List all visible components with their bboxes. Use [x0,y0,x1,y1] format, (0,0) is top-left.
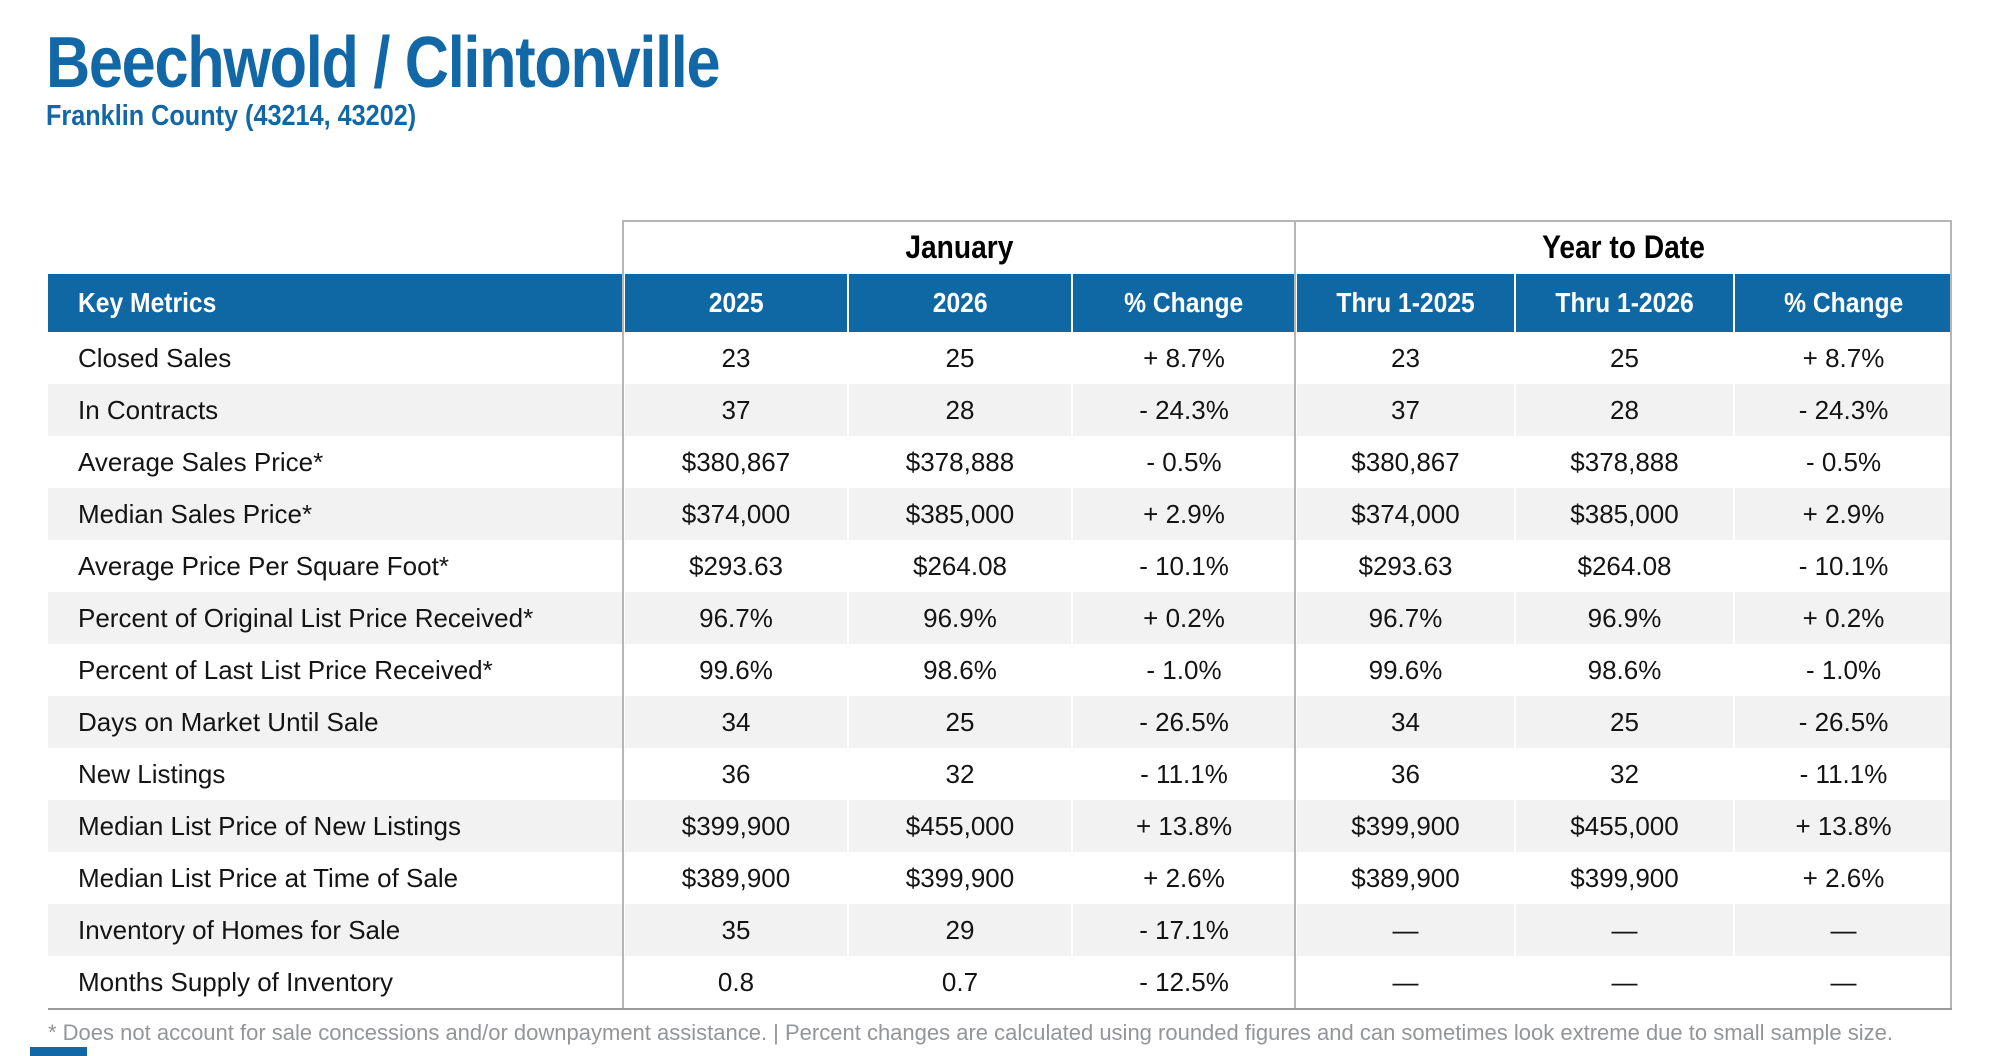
cell-ytd-change: - 24.3% [1733,384,1952,436]
table-row [48,644,1952,696]
cell-metric: Inventory of Homes for Sale [48,904,623,956]
cell-ytd-2026: $385,000 [1514,488,1733,540]
cell-ytd-2026: — [1514,904,1733,956]
table-body [48,332,1952,1008]
column-header-ytd-2026: Thru 1-2026 [1514,274,1733,332]
table-row [48,384,1952,436]
cell-jan-change: - 17.1% [1071,904,1295,956]
column-header-key-metrics: Key Metrics [48,274,623,332]
cell-jan-2026: 28 [847,384,1071,436]
cell-ytd-2025: — [1295,904,1514,956]
cell-ytd-2025: 23 [1295,332,1514,384]
column-header-ytd-2025: Thru 1-2025 [1295,274,1514,332]
cell-ytd-2026: 28 [1514,384,1733,436]
cell-jan-change: - 12.5% [1071,956,1295,1008]
group-header-january-label: January [905,228,1014,265]
table-row [48,956,1952,1008]
cell-jan-2025: $380,867 [623,436,847,488]
cell-metric: Average Sales Price* [48,436,623,488]
cell-jan-2026: 32 [847,748,1071,800]
cell-metric: Closed Sales [48,332,623,384]
cell-metric: Percent of Original List Price Received* [48,592,623,644]
cell-ytd-change: + 0.2% [1733,592,1952,644]
table-row [48,696,1952,748]
cell-ytd-2025: 96.7% [1295,592,1514,644]
cell-jan-change: - 1.0% [1071,644,1295,696]
cell-jan-2026: 25 [847,696,1071,748]
table-row [48,592,1952,644]
column-header-jan-2025: 2025 [623,274,847,332]
cell-ytd-change: - 10.1% [1733,540,1952,592]
group-header-year-to-date [1295,220,1952,274]
cell-jan-2025: 36 [623,748,847,800]
cell-ytd-2026: 98.6% [1514,644,1733,696]
cell-jan-change: - 26.5% [1071,696,1295,748]
cell-ytd-2026: 25 [1514,332,1733,384]
cell-metric: Percent of Last List Price Received* [48,644,623,696]
cell-ytd-2025: — [1295,956,1514,1008]
table-column-header-row [48,274,1952,332]
cell-metric: Days on Market Until Sale [48,696,623,748]
cell-ytd-change: + 2.6% [1733,852,1952,904]
cell-jan-2026: $264.08 [847,540,1071,592]
cell-jan-2025: 0.8 [623,956,847,1008]
table-row [48,748,1952,800]
cell-metric: Median List Price of New Listings [48,800,623,852]
cell-jan-2026: $378,888 [847,436,1071,488]
cell-ytd-change: — [1733,956,1952,1008]
column-header-jan-change: % Change [1071,274,1295,332]
cell-ytd-2025: $293.63 [1295,540,1514,592]
cell-jan-2025: $293.63 [623,540,847,592]
cell-jan-2025: $399,900 [623,800,847,852]
cell-ytd-change: - 0.5% [1733,436,1952,488]
cell-ytd-2025: 99.6% [1295,644,1514,696]
table-group-header-row [48,220,1952,274]
footnote: * Does not account for sale concessions and/or downpayment assistance. | Percent changes are calculated using rounded figures and can sometimes look extreme due to small sample size. [48,1020,1893,1045]
cell-metric: In Contracts [48,384,623,436]
cell-ytd-2026: $264.08 [1514,540,1733,592]
group-header-spacer [48,220,623,274]
cell-jan-2025: 23 [623,332,847,384]
cell-ytd-2025: $389,900 [1295,852,1514,904]
cell-ytd-2025: $399,900 [1295,800,1514,852]
cell-jan-2025: 37 [623,384,847,436]
table-row [48,852,1952,904]
cell-ytd-2026: 25 [1514,696,1733,748]
page-subtitle: Franklin County (43214, 43202) [46,100,417,132]
cell-ytd-2025: 34 [1295,696,1514,748]
cell-ytd-2026: 32 [1514,748,1733,800]
table-row [48,904,1952,956]
cell-jan-change: - 24.3% [1071,384,1295,436]
table-row [48,488,1952,540]
cell-jan-change: + 2.9% [1071,488,1295,540]
cell-ytd-2025: 36 [1295,748,1514,800]
cell-jan-2025: $389,900 [623,852,847,904]
cell-jan-2026: 0.7 [847,956,1071,1008]
table-row [48,540,1952,592]
logo-fragment [30,1047,87,1056]
metrics-table [48,220,1952,1008]
cell-ytd-change: — [1733,904,1952,956]
cell-metric: Median Sales Price* [48,488,623,540]
cell-jan-2025: 96.7% [623,592,847,644]
cell-ytd-2026: $455,000 [1514,800,1733,852]
cell-ytd-2025: $374,000 [1295,488,1514,540]
column-header-ytd-change: % Change [1733,274,1952,332]
cell-jan-2025: 35 [623,904,847,956]
table-row [48,332,1952,384]
cell-ytd-2026: $378,888 [1514,436,1733,488]
table-divider-january [622,220,624,1010]
cell-jan-change: + 8.7% [1071,332,1295,384]
cell-jan-2026: $385,000 [847,488,1071,540]
cell-jan-change: + 2.6% [1071,852,1295,904]
table-divider-year-to-date [1294,220,1296,1010]
cell-jan-change: + 13.8% [1071,800,1295,852]
cell-jan-2025: $374,000 [623,488,847,540]
cell-ytd-2025: 37 [1295,384,1514,436]
cell-ytd-change: - 1.0% [1733,644,1952,696]
cell-jan-2025: 34 [623,696,847,748]
cell-jan-2026: 25 [847,332,1071,384]
cell-ytd-2026: $399,900 [1514,852,1733,904]
cell-ytd-change: + 2.9% [1733,488,1952,540]
table-border-bottom [48,1008,1952,1010]
table-border-top [622,220,1952,222]
cell-ytd-change: + 8.7% [1733,332,1952,384]
cell-jan-change: - 0.5% [1071,436,1295,488]
key-metrics-table [48,220,1952,1010]
cell-ytd-change: + 13.8% [1733,800,1952,852]
column-header-jan-2026: 2026 [847,274,1071,332]
group-header-ytd-label: Year to Date [1542,228,1705,265]
table-row [48,800,1952,852]
cell-jan-2026: $399,900 [847,852,1071,904]
cell-metric: New Listings [48,748,623,800]
cell-ytd-2025: $380,867 [1295,436,1514,488]
cell-metric: Months Supply of Inventory [48,956,623,1008]
table-row [48,436,1952,488]
cell-jan-2026: 96.9% [847,592,1071,644]
cell-jan-2026: $455,000 [847,800,1071,852]
cell-jan-2025: 99.6% [623,644,847,696]
cell-metric: Average Price Per Square Foot* [48,540,623,592]
table-border-right [1950,220,1952,1010]
cell-jan-change: - 10.1% [1071,540,1295,592]
cell-metric: Median List Price at Time of Sale [48,852,623,904]
cell-ytd-change: - 11.1% [1733,748,1952,800]
group-header-january [623,220,1295,274]
cell-ytd-2026: — [1514,956,1733,1008]
cell-jan-change: + 0.2% [1071,592,1295,644]
cell-jan-2026: 29 [847,904,1071,956]
cell-ytd-change: - 26.5% [1733,696,1952,748]
page-title: Beechwold / Clintonville [46,23,720,103]
cell-jan-2026: 98.6% [847,644,1071,696]
cell-jan-change: - 11.1% [1071,748,1295,800]
cell-ytd-2026: 96.9% [1514,592,1733,644]
